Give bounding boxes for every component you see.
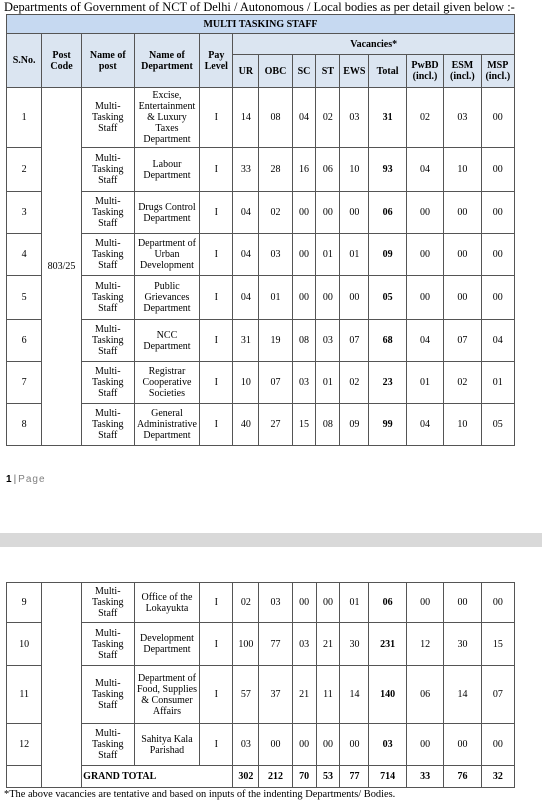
cell-st: 03 (316, 320, 340, 362)
col-header-name-of-department: Name of Department (134, 34, 199, 88)
cell-ur: 04 (233, 192, 259, 234)
cell-esm: 03 (444, 88, 481, 148)
cell-esm: 10 (444, 404, 481, 446)
cell-obc: 03 (259, 583, 292, 623)
cell-st: 21 (316, 623, 340, 666)
cell-total: 09 (369, 234, 406, 276)
cell-total: 68 (369, 320, 406, 362)
table-row (7, 192, 515, 234)
cell-pwbd: 00 (406, 234, 443, 276)
col-header-name-of-post: Name of post (81, 34, 134, 88)
cell-pwbd: 01 (406, 362, 443, 404)
cell-post-name: Multi-Tasking Staff (81, 623, 134, 666)
cell-pay-level: I (200, 666, 233, 724)
cell-esm: 30 (444, 623, 481, 666)
cell-sno: 10 (7, 623, 42, 666)
cell-pwbd: 04 (406, 320, 443, 362)
cell-sc: 03 (292, 362, 316, 404)
cell-obc: 02 (259, 192, 292, 234)
cell-st: 06 (316, 148, 340, 192)
cell-ews: 09 (340, 404, 369, 446)
grand-total-label: GRAND TOTAL (7, 766, 233, 788)
grand-total-ur: 302 (233, 766, 259, 788)
cell-msp: 01 (481, 362, 514, 404)
cell-post-name: Multi-Tasking Staff (81, 276, 134, 320)
cell-msp: 00 (481, 583, 514, 623)
cell-ews: 01 (340, 234, 369, 276)
table-row (7, 724, 515, 766)
col-header-ur: UR (233, 55, 259, 88)
cell-post-name: Multi-Tasking Staff (81, 234, 134, 276)
cell-post-name: Multi-Tasking Staff (81, 362, 134, 404)
cell-sno: 7 (7, 362, 42, 404)
cell-msp: 00 (481, 276, 514, 320)
cell-sc: 00 (292, 583, 316, 623)
cell-msp: 04 (481, 320, 514, 362)
cell-ews: 10 (340, 148, 369, 192)
footnote: *The above vacancies are tentative and based on inputs of the indenting Departments/ Bodies. (4, 789, 396, 800)
cell-department: Department of Urban Development (134, 234, 199, 276)
cell-post-name: Multi-Tasking Staff (81, 320, 134, 362)
cell-obc: 01 (259, 276, 292, 320)
cell-obc: 07 (259, 362, 292, 404)
cell-ews: 03 (340, 88, 369, 148)
cell-ews: 14 (340, 666, 369, 724)
cell-total: 05 (369, 276, 406, 320)
table-row (7, 583, 515, 623)
table-row (7, 666, 515, 724)
cell-ur: 40 (233, 404, 259, 446)
cell-sc: 04 (292, 88, 316, 148)
cell-department: Department of Food, Supplies & Consumer Affairs (134, 666, 199, 724)
cell-st: 01 (316, 234, 340, 276)
cell-sc: 08 (292, 320, 316, 362)
cell-ur: 10 (233, 362, 259, 404)
cell-ews: 00 (340, 192, 369, 234)
cell-post-code (42, 583, 81, 788)
cell-total: 23 (369, 362, 406, 404)
cell-sc: 16 (292, 148, 316, 192)
cell-st: 02 (316, 88, 340, 148)
cell-department: Excise, Entertainment & Luxury Taxes Department (134, 88, 199, 148)
cell-total: 99 (369, 404, 406, 446)
table-row (7, 320, 515, 362)
cell-department: Development Department (134, 623, 199, 666)
cell-st: 00 (316, 724, 340, 766)
cell-sno: 8 (7, 404, 42, 446)
cell-sno: 5 (7, 276, 42, 320)
col-header-pwbd: PwBD (incl.) (406, 55, 443, 88)
cell-obc: 19 (259, 320, 292, 362)
grand-total-total: 714 (369, 766, 406, 788)
cell-pay-level: I (200, 724, 233, 766)
cell-department: Sahitya Kala Parishad (134, 724, 199, 766)
cell-pwbd: 00 (406, 724, 443, 766)
table-row (7, 276, 515, 320)
cell-obc: 37 (259, 666, 292, 724)
cell-post-name: Multi-Tasking Staff (81, 583, 134, 623)
cell-obc: 03 (259, 234, 292, 276)
table-row (7, 623, 515, 666)
cell-pay-level: I (200, 583, 233, 623)
cell-post-name: Multi-Tasking Staff (81, 148, 134, 192)
cell-ur: 31 (233, 320, 259, 362)
cell-esm: 07 (444, 320, 481, 362)
cell-ews: 02 (340, 362, 369, 404)
cell-pwbd: 00 (406, 192, 443, 234)
cell-sc: 03 (292, 623, 316, 666)
cell-pwbd: 02 (406, 88, 443, 148)
cell-total: 231 (369, 623, 406, 666)
cell-msp: 00 (481, 192, 514, 234)
cell-sc: 00 (292, 724, 316, 766)
cell-total: 03 (369, 724, 406, 766)
cell-obc: 27 (259, 404, 292, 446)
cell-sno: 12 (7, 724, 42, 766)
cell-esm: 02 (444, 362, 481, 404)
cell-sno: 3 (7, 192, 42, 234)
cell-msp: 15 (481, 623, 514, 666)
cell-ews: 00 (340, 724, 369, 766)
cell-pay-level: I (200, 276, 233, 320)
cell-pay-level: I (200, 362, 233, 404)
cell-ur: 02 (233, 583, 259, 623)
cell-ur: 04 (233, 234, 259, 276)
table-row (7, 234, 515, 276)
cell-pwbd: 06 (406, 666, 443, 724)
grand-total-esm: 76 (444, 766, 481, 788)
cell-department: Public Grievances Department (134, 276, 199, 320)
cell-department: Registrar Cooperative Societies (134, 362, 199, 404)
cell-pay-level: I (200, 234, 233, 276)
cell-st: 00 (316, 276, 340, 320)
grand-total-obc: 212 (259, 766, 292, 788)
cell-pay-level: I (200, 404, 233, 446)
cell-ews: 01 (340, 583, 369, 623)
cell-ur: 03 (233, 724, 259, 766)
col-header-post-code: Post Code (42, 34, 81, 88)
cell-post-name: Multi-Tasking Staff (81, 192, 134, 234)
cell-sc: 00 (292, 276, 316, 320)
grand-total-row (7, 766, 515, 788)
cell-st: 08 (316, 404, 340, 446)
cell-department: Labour Department (134, 148, 199, 192)
cell-sc: 00 (292, 192, 316, 234)
col-header-ews: EWS (340, 55, 369, 88)
cell-pwbd: 12 (406, 623, 443, 666)
cell-sno: 1 (7, 88, 42, 148)
cell-ews: 30 (340, 623, 369, 666)
cell-department: Office of the Lokayukta (134, 583, 199, 623)
table-title: MULTI TASKING STAFF (7, 15, 515, 34)
cell-msp: 00 (481, 234, 514, 276)
cell-sno: 4 (7, 234, 42, 276)
table-row (7, 404, 515, 446)
col-header-pay-level: Pay Level (200, 34, 233, 88)
cell-esm: 00 (444, 234, 481, 276)
cell-pwbd: 00 (406, 276, 443, 320)
cell-ur: 33 (233, 148, 259, 192)
cell-sno: 9 (7, 583, 42, 623)
cell-department: NCC Department (134, 320, 199, 362)
cell-msp: 00 (481, 148, 514, 192)
cell-total: 31 (369, 88, 406, 148)
grand-total-msp: 32 (481, 766, 514, 788)
cell-ur: 100 (233, 623, 259, 666)
cell-esm: 14 (444, 666, 481, 724)
cell-pwbd: 04 (406, 404, 443, 446)
col-header-sno: S.No. (7, 34, 42, 88)
cell-sno: 2 (7, 148, 42, 192)
col-header-sc: SC (292, 55, 316, 88)
cell-pay-level: I (200, 192, 233, 234)
cell-pay-level: I (200, 88, 233, 148)
cell-st: 01 (316, 362, 340, 404)
cell-sc: 21 (292, 666, 316, 724)
cell-post-name: Multi-Tasking Staff (81, 88, 134, 148)
cell-obc: 08 (259, 88, 292, 148)
col-header-msp: MSP (incl.) (481, 55, 514, 88)
col-header-vacancies: Vacancies* (233, 34, 515, 55)
cell-obc: 77 (259, 623, 292, 666)
grand-total-st: 53 (316, 766, 340, 788)
cell-pwbd: 00 (406, 583, 443, 623)
cell-obc: 28 (259, 148, 292, 192)
cell-total: 06 (369, 192, 406, 234)
cell-sno: 6 (7, 320, 42, 362)
cell-esm: 00 (444, 583, 481, 623)
cell-sc: 00 (292, 234, 316, 276)
cell-ur: 57 (233, 666, 259, 724)
cell-st: 00 (316, 583, 340, 623)
grand-total-pwbd: 33 (406, 766, 443, 788)
cell-department: General Administrative Department (134, 404, 199, 446)
cell-post-name: Multi-Tasking Staff (81, 404, 134, 446)
vacancy-table-part-1 (6, 14, 515, 446)
cell-pay-level: I (200, 623, 233, 666)
intro-text: Departments of Government of NCT of Delhi / Autonomous / Local bodies as per detail given below :- (4, 0, 515, 14)
cell-pay-level: I (200, 148, 233, 192)
grand-total-ews: 77 (340, 766, 369, 788)
cell-esm: 00 (444, 724, 481, 766)
table-row (7, 88, 515, 148)
cell-total: 06 (369, 583, 406, 623)
cell-msp: 00 (481, 724, 514, 766)
cell-pwbd: 04 (406, 148, 443, 192)
cell-post-name: Multi-Tasking Staff (81, 666, 134, 724)
cell-esm: 10 (444, 148, 481, 192)
page-number: 1 | Page (6, 474, 46, 485)
cell-post-code: 803/25 (42, 88, 81, 446)
page-break-separator (0, 533, 542, 547)
vacancy-table-part-2 (6, 582, 515, 788)
col-header-total: Total (369, 55, 406, 88)
cell-msp: 00 (481, 88, 514, 148)
cell-st: 00 (316, 192, 340, 234)
grand-total-sc: 70 (292, 766, 316, 788)
cell-msp: 05 (481, 404, 514, 446)
cell-total: 93 (369, 148, 406, 192)
cell-ews: 00 (340, 276, 369, 320)
cell-post-name: Multi-Tasking Staff (81, 724, 134, 766)
cell-department: Drugs Control Department (134, 192, 199, 234)
table-row (7, 362, 515, 404)
cell-ur: 14 (233, 88, 259, 148)
cell-msp: 07 (481, 666, 514, 724)
cell-st: 11 (316, 666, 340, 724)
cell-ur: 04 (233, 276, 259, 320)
col-header-esm: ESM (incl.) (444, 55, 481, 88)
cell-pay-level: I (200, 320, 233, 362)
col-header-st: ST (316, 55, 340, 88)
cell-esm: 00 (444, 276, 481, 320)
cell-sc: 15 (292, 404, 316, 446)
cell-obc: 00 (259, 724, 292, 766)
cell-sno: 11 (7, 666, 42, 724)
col-header-obc: OBC (259, 55, 292, 88)
cell-ews: 07 (340, 320, 369, 362)
table-row (7, 148, 515, 192)
cell-total: 140 (369, 666, 406, 724)
cell-esm: 00 (444, 192, 481, 234)
